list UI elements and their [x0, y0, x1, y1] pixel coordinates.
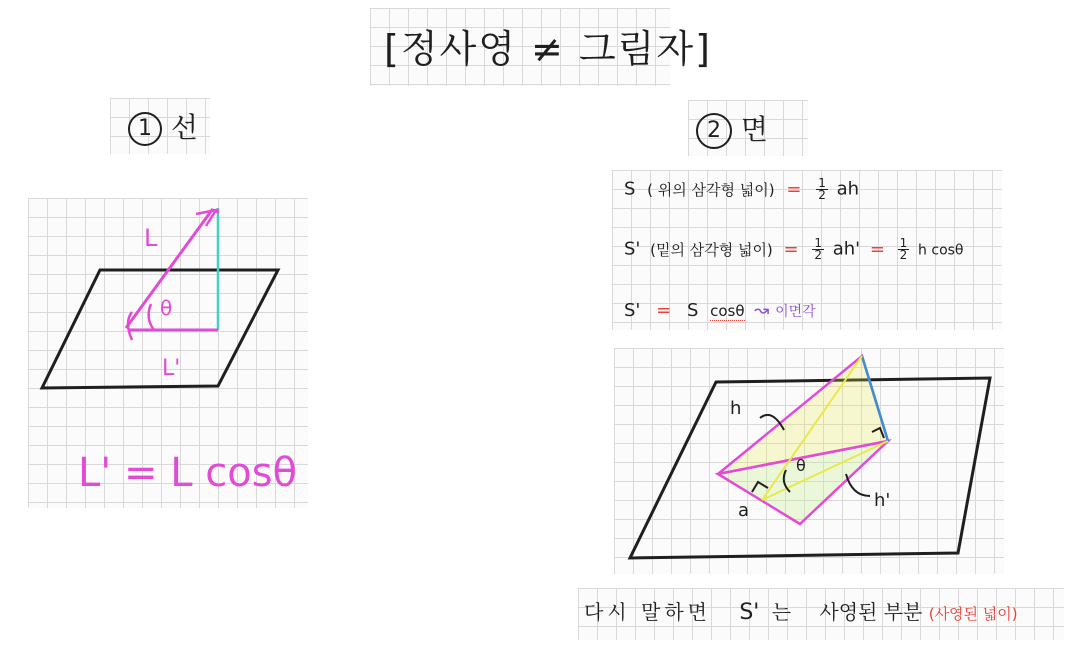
f1-lhs: S: [624, 178, 636, 200]
f3-lhs: S': [624, 300, 641, 321]
footer-paren: (사영된 넓이): [928, 605, 1018, 623]
f2-frac2: $\frac{1}{2}$: [899, 236, 908, 262]
f1-rhs: ah: [836, 178, 860, 200]
section2-number: 2: [696, 113, 732, 149]
f2-lhs: S': [624, 238, 641, 260]
page-title: [정사영 ≠ 그림자]: [384, 27, 712, 71]
f3-cos: cosθ: [710, 302, 745, 320]
f3-arrow: ↝: [754, 300, 770, 321]
label-h-prime: h': [874, 490, 891, 511]
f2-desc: (밑의 삼각형 넓이): [650, 240, 773, 259]
formula-L-prime: L' = L cosθ: [78, 450, 298, 496]
section2-label: 면: [740, 113, 768, 146]
f2-eq: =: [783, 238, 799, 260]
footer-particle: 는: [771, 600, 792, 624]
footer-sentence: [584, 596, 1018, 625]
f3-rhs: S: [686, 300, 699, 321]
label-h: h: [730, 398, 742, 419]
f1-desc: ( 위의 삼각형 넓이): [647, 180, 775, 199]
section1-number: 1: [128, 112, 162, 146]
label-theta-2: θ: [796, 456, 806, 475]
label-L: L: [144, 224, 158, 252]
label-theta-1: θ: [160, 296, 173, 320]
label-a: a: [738, 500, 750, 521]
footer-text2: 사영된 부분: [819, 600, 923, 624]
label-L-prime: L': [162, 356, 181, 381]
f1-eq: =: [786, 178, 802, 200]
f2-mid: ah': [832, 238, 861, 260]
f2-rhs: h cosθ: [918, 242, 964, 259]
section1-label: 선: [170, 111, 198, 144]
f2-eq2: =: [869, 238, 885, 260]
f1-frac: $\frac{1}{2}$: [818, 176, 826, 202]
f2-frac: $\frac{1}{2}$: [814, 236, 822, 262]
footer-s-prime: S': [739, 600, 760, 625]
f3-note: 이면각: [775, 304, 816, 320]
footer-text1: 다시 말하면: [584, 600, 711, 624]
f3-eq: =: [656, 300, 672, 321]
